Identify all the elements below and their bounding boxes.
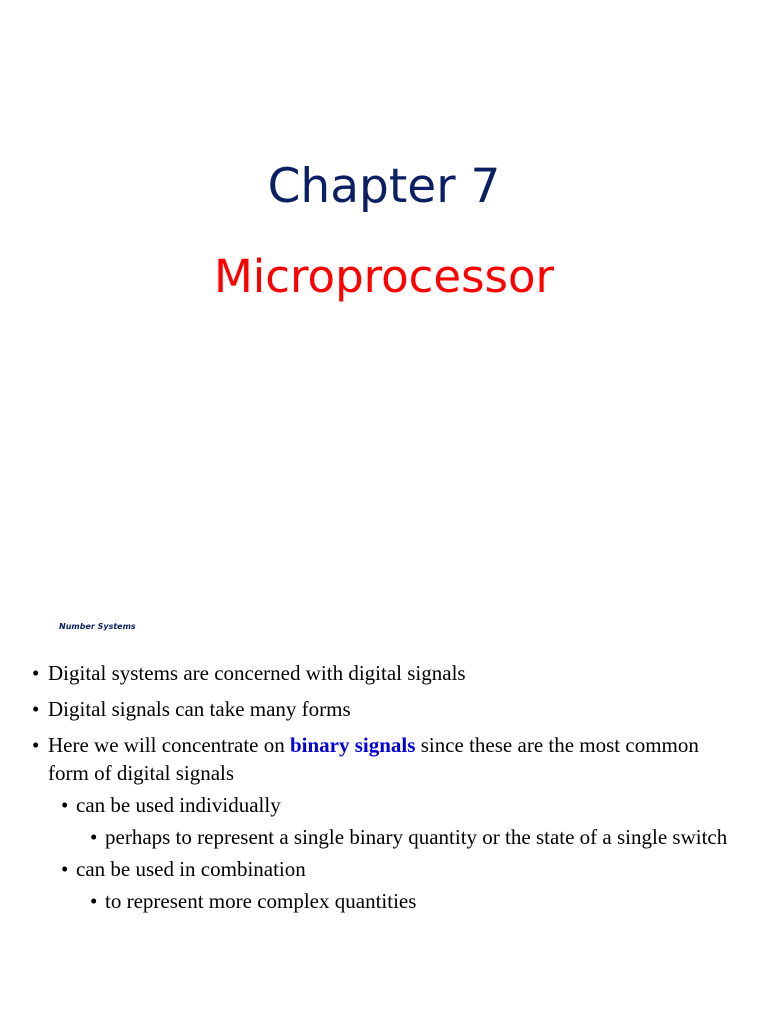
sub-sub-bullet-item xyxy=(0,823,740,851)
bullet-dot: • xyxy=(90,889,98,913)
bullet-dot: • xyxy=(61,793,69,817)
highlighted-term: binary signals xyxy=(289,733,416,757)
bullet-text-after: since these are the most common form of digital signals xyxy=(48,733,699,785)
bullet-dot: • xyxy=(32,697,40,721)
sub-bullet-text: can be used in combination xyxy=(76,857,306,881)
sub-bullet-item xyxy=(0,791,740,819)
bullet-item xyxy=(0,659,740,687)
bullet-list xyxy=(0,659,740,919)
bullet-dot: • xyxy=(32,733,40,757)
sub-bullet-item xyxy=(0,855,740,883)
section-tag: Number Systems xyxy=(59,622,136,631)
bullet-dot: • xyxy=(90,825,98,849)
chapter-title: Chapter 7 xyxy=(267,159,501,214)
sub-sub-bullet-item xyxy=(0,887,740,915)
bullet-dot: • xyxy=(32,661,40,685)
sub-sub-bullet-text: perhaps to represent a single binary quantity or the state of a single switch xyxy=(105,825,728,849)
bullet-text-before: Here we will concentrate on xyxy=(48,733,290,757)
bullet-item xyxy=(0,695,740,723)
bullet-dot: • xyxy=(61,857,69,881)
chapter-subtitle: Microprocessor xyxy=(213,250,555,303)
sub-bullet-text: can be used individually xyxy=(76,793,281,817)
bullet-text: Digital signals can take many forms xyxy=(48,697,351,721)
sub-sub-bullet-text: to represent more complex quantities xyxy=(105,889,417,913)
bullet-text: Digital systems are concerned with digital signals xyxy=(48,661,466,685)
bullet-item xyxy=(0,731,740,787)
